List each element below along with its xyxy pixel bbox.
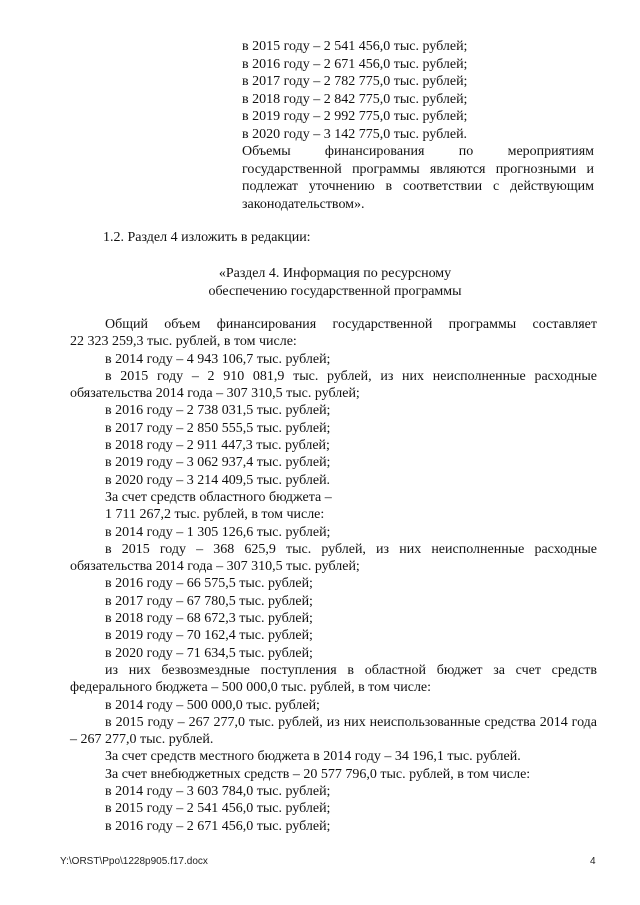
year-line: в 2017 году – 2 850 555,5 тыс. рублей;	[105, 420, 331, 436]
year-line: в 2014 году – 4 943 106,7 тыс. рублей;	[105, 351, 331, 367]
section-heading	[70, 265, 600, 301]
regional-year-line: в 2016 году – 66 575,5 тыс. рублей;	[105, 576, 313, 592]
regional-year-line: в 2019 году – 70 162,4 тыс. рублей;	[105, 628, 313, 644]
top-line: в 2015 году – 2 541 456,0 тыс. рублей;	[242, 39, 468, 54]
document-body	[70, 316, 597, 835]
heading-line-1: «Раздел 4. Информация по ресурсному	[218, 266, 452, 281]
footer-file-path: Y:\ORST\Ppo\1228p905.f17.docx	[60, 856, 208, 867]
top-block	[242, 38, 594, 213]
year-line: в 2015 году – 2 910 081,9 тыс. рублей, из них неисполненные расходные обязательства 2014 года – 307 310,5 тыс. рублей;	[70, 368, 597, 402]
page-number: 4	[590, 856, 596, 867]
regional-year-line: в 2018 году – 68 672,3 тыс. рублей;	[105, 611, 313, 627]
year-line: в 2020 году – 3 214 409,5 тыс. рублей.	[105, 472, 331, 488]
item-1-2: 1.2. Раздел 4 изложить в редакции:	[103, 230, 311, 245]
year-line: в 2016 году – 2 738 031,5 тыс. рублей;	[105, 403, 331, 419]
top-line: в 2018 году – 2 842 775,0 тыс. рублей;	[242, 91, 468, 107]
paragraph-total-cont: 22 323 259,3 тыс. рублей, в том числе:	[70, 334, 297, 350]
extrabudget-line: За счет внебюджетных средств – 20 577 796,0 тыс. рублей, в том числе:	[105, 766, 531, 782]
regional-total: 1 711 267,2 тыс. рублей, в том числе:	[105, 507, 325, 523]
regional-year-line: в 2015 году – 368 625,9 тыс. рублей, из них неисполненные расходные обязательства 2014 года – 307 310,5 тыс. рублей;	[70, 541, 597, 575]
top-line: в 2020 году – 3 142 775,0 тыс. рублей.	[242, 126, 468, 142]
regional-year-line: в 2020 году – 71 634,5 тыс. рублей;	[105, 645, 313, 661]
top-line: в 2017 году – 2 782 775,0 тыс. рублей;	[242, 74, 468, 89]
regional-year-line: в 2014 году – 1 305 126,6 тыс. рублей;	[105, 524, 331, 540]
extrabudget-year-line: в 2016 году – 2 671 456,0 тыс. рублей;	[105, 818, 331, 834]
heading-line-2: обеспечению государственной программы	[208, 284, 462, 299]
year-line: в 2019 году – 3 062 937,4 тыс. рублей;	[105, 455, 331, 471]
top-line: в 2016 году – 2 671 456,0 тыс. рублей;	[242, 56, 468, 72]
regional-year-line: в 2017 году – 67 780,5 тыс. рублей;	[105, 593, 313, 609]
year-line: в 2018 году – 2 911 447,3 тыс. рублей;	[105, 438, 330, 454]
paragraph-total: Общий объем финансирования государственной программы составляет	[105, 317, 597, 332]
extrabudget-year-line: в 2014 году – 3 603 784,0 тыс. рублей;	[105, 784, 331, 800]
federal-year-line: в 2015 году – 267 277,0 тыс. рублей, из них неиспользованные средства 2014 года – 267 277,0 тыс. рублей.	[70, 714, 597, 748]
local-budget-line: За счет средств местного бюджета в 2014 году – 34 196,1 тыс. рублей.	[105, 749, 521, 765]
federal-year-line: в 2014 году – 500 000,0 тыс. рублей;	[105, 697, 320, 713]
regional-intro: За счет средств областного бюджета –	[105, 489, 332, 505]
top-line: в 2019 году – 2 992 775,0 тыс. рублей;	[242, 109, 468, 124]
top-note: Объемы финансирования по мероприятиям государственной программы являются прогнозными и подлежат уточнению в соответствии с действующим законодательством».	[242, 144, 594, 212]
federal-paragraph: из них безвозмездные поступления в областной бюджет за счет средств федерального бюджета – 500 000,0 тыс. рублей, в том числе:	[70, 662, 597, 696]
extrabudget-year-line: в 2015 году – 2 541 456,0 тыс. рублей;	[105, 801, 331, 817]
